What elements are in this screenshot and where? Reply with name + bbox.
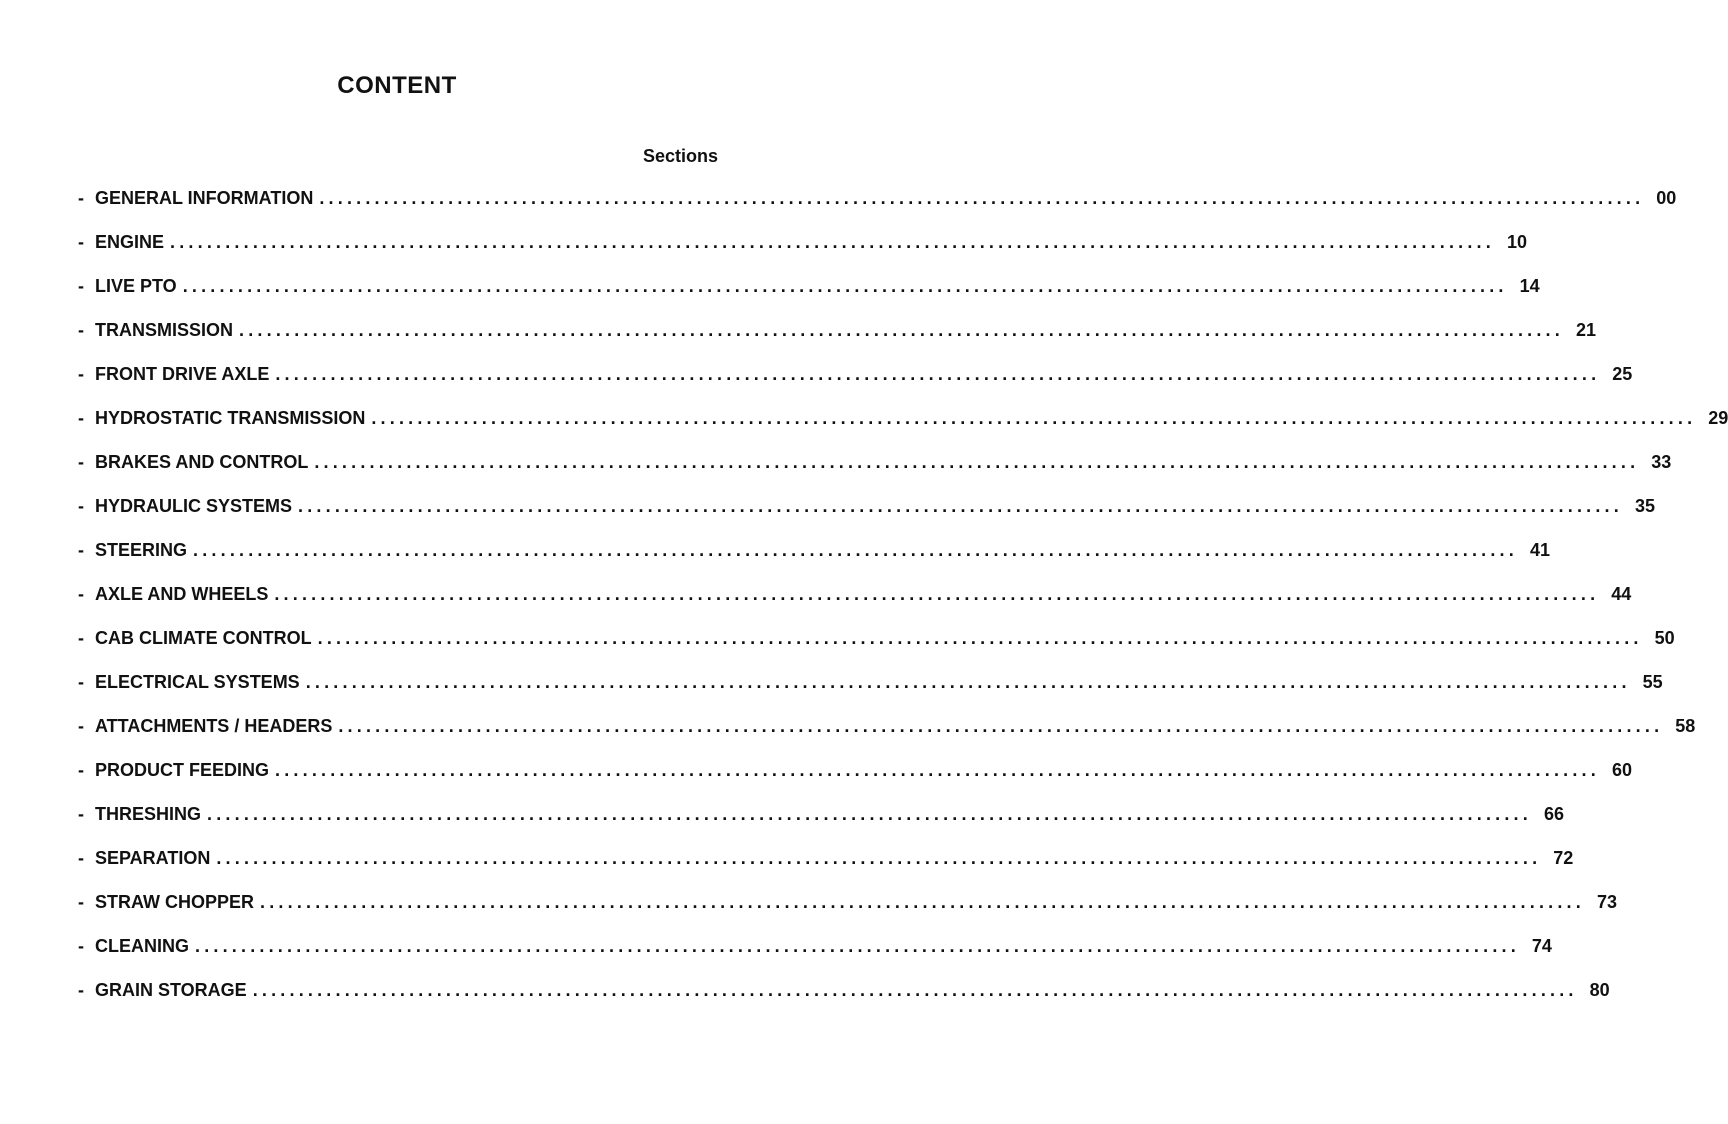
toc-dot-leader: ................................................................................................................................................ (275, 760, 1600, 780)
toc-dash: - (78, 188, 84, 208)
toc-entry-label: CAB CLIMATE CONTROL (95, 628, 312, 648)
toc-dot-leader: ................................................................................................................................................ (314, 452, 1640, 472)
toc-entry-general-information[interactable] (78, 188, 1677, 232)
toc-section-number: 33 (1651, 452, 1672, 472)
toc-section-number: 80 (1589, 980, 1610, 1000)
toc-entry-label: ATTACHMENTS / HEADERS (95, 716, 333, 736)
toc-section-number: 25 (1612, 364, 1633, 384)
sections-column-heading: Sections (642, 146, 718, 166)
toc-entry-threshing[interactable] (78, 804, 1564, 848)
toc-entry-label: GRAIN STORAGE (95, 980, 247, 1000)
toc-entry-label: HYDROSTATIC TRANSMISSION (95, 408, 366, 428)
toc-dot-leader: ................................................................................................................................................ (305, 672, 1631, 692)
toc-dash: - (78, 584, 84, 604)
toc-section-number: 41 (1529, 540, 1550, 560)
toc-entry-electrical-systems[interactable] (78, 672, 1663, 716)
toc-dot-leader: ................................................................................................................................................ (207, 804, 1532, 824)
toc-entry-label: SEPARATION (95, 848, 211, 868)
toc-dot-leader: ................................................................................................................................................ (195, 936, 1520, 956)
toc-entry-label: STEERING (95, 540, 188, 560)
toc-dot-leader: ................................................................................................................................................ (170, 232, 1495, 252)
toc-entry-cleaning[interactable] (78, 936, 1552, 980)
toc-entry-axle-and-wheels[interactable] (78, 584, 1632, 628)
table-of-contents (78, 188, 1728, 1024)
toc-dash: - (78, 452, 84, 472)
toc-section-number: 10 (1506, 232, 1527, 252)
toc-entry-steering[interactable] (78, 540, 1550, 584)
toc-dash: - (78, 320, 84, 340)
toc-entry-label: FRONT DRIVE AXLE (95, 364, 270, 384)
page-title: CONTENT (337, 72, 457, 99)
toc-dash: - (78, 936, 84, 956)
toc-section-number: 00 (1656, 188, 1677, 208)
toc-section-number: 14 (1519, 276, 1540, 296)
toc-dot-leader: ................................................................................................................................................ (298, 496, 1623, 516)
toc-entry-engine[interactable] (78, 232, 1527, 276)
toc-entry-attachments-headers[interactable] (78, 716, 1696, 760)
toc-entry-hydrostatic-transmission[interactable] (78, 408, 1728, 452)
toc-entry-separation[interactable] (78, 848, 1574, 892)
toc-dot-leader: ................................................................................................................................................ (317, 628, 1643, 648)
toc-entry-label: HYDRAULIC SYSTEMS (95, 496, 293, 516)
toc-dot-leader: ................................................................................................................................................ (216, 848, 1542, 868)
toc-dot-leader: ................................................................................................................................................ (193, 540, 1518, 560)
toc-dash: - (78, 716, 84, 736)
toc-dash: - (78, 540, 84, 560)
toc-dash: - (78, 408, 84, 428)
toc-entry-label: BRAKES AND CONTROL (95, 452, 309, 472)
toc-entry-label: ENGINE (95, 232, 165, 252)
toc-dot-leader: ................................................................................................................................................ (260, 892, 1585, 912)
toc-dash: - (78, 496, 84, 516)
toc-dash: - (78, 892, 84, 912)
toc-section-number: 44 (1611, 584, 1632, 604)
toc-entry-label: LIVE PTO (95, 276, 177, 296)
toc-entry-live-pto[interactable] (78, 276, 1540, 320)
toc-entry-label: STRAW CHOPPER (95, 892, 255, 912)
toc-section-number: 50 (1654, 628, 1675, 648)
toc-dash: - (78, 848, 84, 868)
toc-dot-leader: ................................................................................................................................................ (371, 408, 1697, 428)
toc-entry-label: CLEANING (95, 936, 189, 956)
toc-entry-transmission[interactable] (78, 320, 1596, 364)
toc-entry-product-feeding[interactable] (78, 760, 1632, 804)
toc-entry-label: ELECTRICAL SYSTEMS (95, 672, 300, 692)
toc-entry-front-drive-axle[interactable] (78, 364, 1633, 408)
toc-section-number: 73 (1596, 892, 1617, 912)
toc-section-number: 58 (1675, 716, 1696, 736)
toc-dash: - (78, 276, 84, 296)
toc-entry-hydraulic-systems[interactable] (78, 496, 1655, 540)
toc-dot-leader: ................................................................................................................................................ (338, 716, 1664, 736)
toc-section-number: 66 (1543, 804, 1564, 824)
toc-entry-cab-climate-control[interactable] (78, 628, 1675, 672)
toc-section-number: 74 (1531, 936, 1552, 956)
toc-entry-label: GENERAL INFORMATION (95, 188, 314, 208)
toc-section-number: 21 (1575, 320, 1596, 340)
toc-dash: - (78, 980, 84, 1000)
toc-dash: - (78, 628, 84, 648)
toc-dot-leader: ................................................................................................................................................ (252, 980, 1578, 1000)
toc-entry-label: PRODUCT FEEDING (95, 760, 270, 780)
toc-entry-label: THRESHING (95, 804, 202, 824)
toc-entry-label: TRANSMISSION (95, 320, 234, 340)
toc-dash: - (78, 760, 84, 780)
toc-dot-leader: ................................................................................................................................................ (319, 188, 1645, 208)
toc-dot-leader: ................................................................................................................................................ (275, 364, 1601, 384)
toc-section-number: 55 (1642, 672, 1663, 692)
toc-dash: - (78, 232, 84, 252)
toc-entry-brakes-and-control[interactable] (78, 452, 1672, 496)
toc-dot-leader: ................................................................................................................................................ (182, 276, 1508, 296)
toc-entry-straw-chopper[interactable] (78, 892, 1617, 936)
toc-dash: - (78, 364, 84, 384)
toc-section-number: 72 (1553, 848, 1574, 868)
toc-dash: - (78, 804, 84, 824)
toc-section-number: 29 (1708, 408, 1728, 428)
toc-section-number: 35 (1634, 496, 1655, 516)
toc-section-number: 60 (1611, 760, 1632, 780)
toc-dot-leader: ................................................................................................................................................ (274, 584, 1600, 604)
toc-dot-leader: ................................................................................................................................................ (239, 320, 1564, 340)
toc-dash: - (78, 672, 84, 692)
toc-entry-grain-storage[interactable] (78, 980, 1610, 1024)
toc-entry-label: AXLE AND WHEELS (95, 584, 269, 604)
